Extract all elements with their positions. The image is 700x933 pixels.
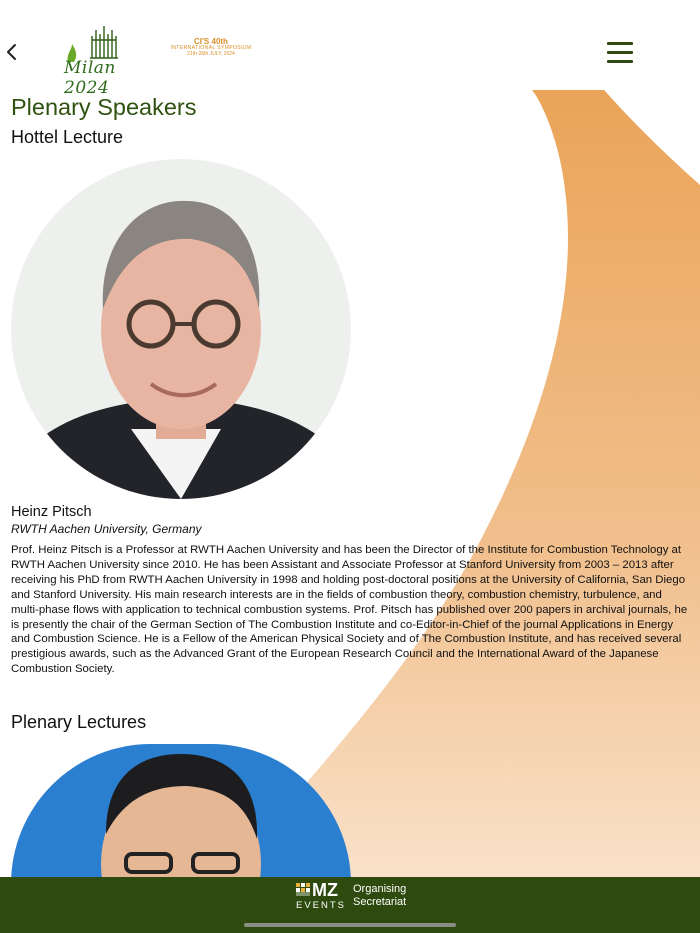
speaker-bio: Prof. Heinz Pitsch is a Professor at RWTH Aachen University and has been the Director of the Institute for Combustion Technology at RWTH Aachen University since 2010. He has been Assistant and Associate Professor at Stanford University from 2003 – 2013 after receiving his PhD from RWTH Aachen University in 1998 and holding post-doctoral positions at the University of California, San Diego and Stanford University. His main research interests are in the fields of combustion theory, combustion chemistry, turbulence, and multi-phase flows with application to technical combustion systems. Prof. Pitsch has published over 200 papers in archival journals, he is presently the chair of the German Section of The Combustion Institute and co-Editor-in-Chief of the journal Applications in Energy and Combustion Science. He is a Fellow of the American Physical Society and of The Combustion Institute, and has received several prestigious awards, such as the Advanced Grant of the European Research Council and the International Award of the Japanese Combustion Society. [11, 544, 688, 676]
plenary-speaker-photo [11, 744, 351, 884]
plenary-portrait-image [11, 744, 351, 884]
mz-checker-icon [296, 883, 310, 896]
speaker-name: Heinz Pitsch [11, 504, 92, 520]
symposium-subtitle: INTERNATIONAL SYMPOSIUM [170, 45, 252, 52]
cathedral-logo-icon [64, 22, 160, 62]
speaker-portrait-image [11, 159, 351, 499]
main-content [11, 92, 691, 884]
symposium-title: CI'S 40th [194, 37, 228, 46]
app-header [0, 0, 700, 98]
menu-button[interactable] [607, 42, 633, 63]
speaker-affiliation: RWTH Aachen University, Germany [11, 522, 202, 536]
logo-text: Milan 2024 [64, 58, 116, 98]
symposium-badge [166, 37, 256, 58]
secretariat-label: Secretariat [353, 896, 407, 908]
page-title: Plenary Speakers [11, 94, 197, 120]
brand-mz: MZ [312, 880, 338, 900]
milan-2024-logo [64, 22, 160, 98]
home-indicator[interactable] [244, 923, 456, 927]
plenary-section-title: Plenary Lectures [11, 712, 147, 733]
chevron-left-icon [4, 40, 18, 64]
brand-events: EVENTS [296, 900, 347, 911]
symposium-dates: 21th-26th JULY, 2024 [187, 51, 235, 58]
back-button[interactable] [4, 40, 18, 64]
hottel-section-title: Hottel Lecture [11, 127, 124, 147]
speaker-photo [11, 159, 351, 499]
organising-label: Organising [353, 883, 407, 895]
hamburger-menu-icon [607, 42, 633, 63]
